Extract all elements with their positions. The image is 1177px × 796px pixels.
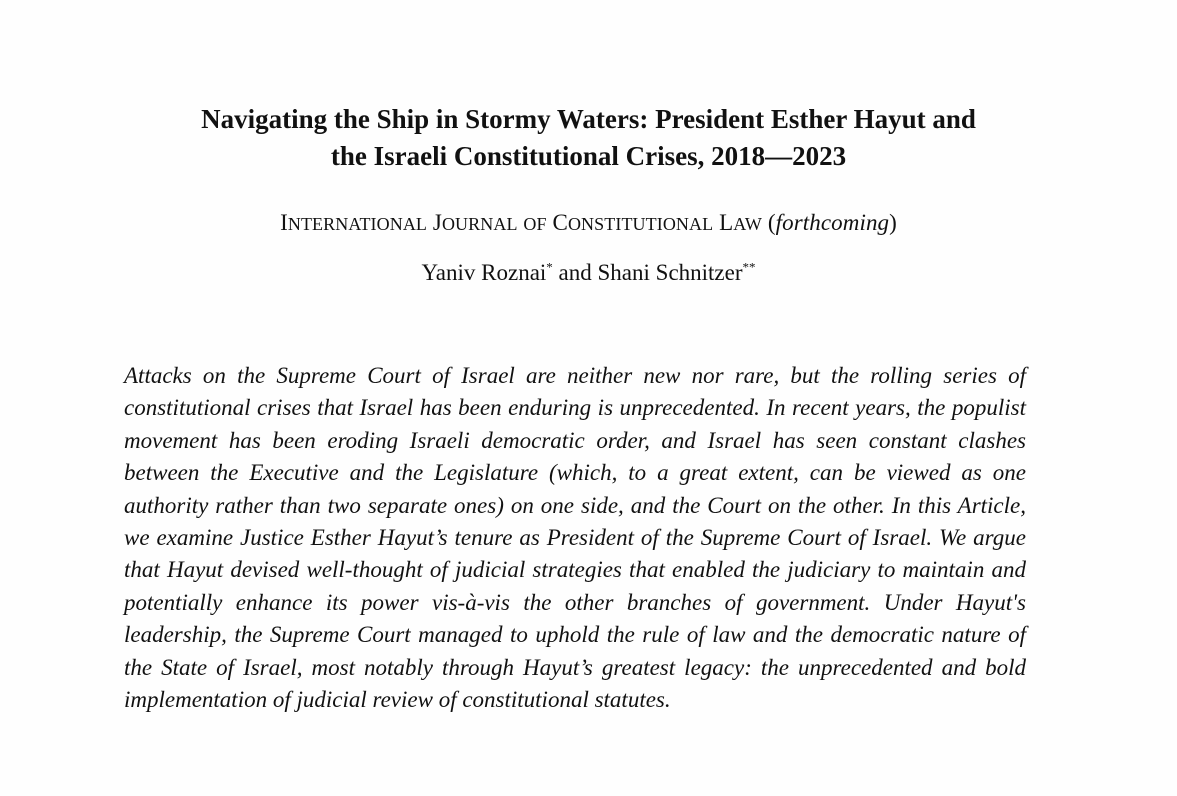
footnote-marker: * bbox=[546, 259, 553, 275]
publication-status: forthcoming bbox=[775, 210, 890, 235]
author-name: Yaniv Roznai bbox=[421, 260, 547, 285]
author-conjunction: and bbox=[558, 260, 592, 285]
journal-text: J bbox=[432, 210, 442, 235]
abstract-paragraph: Attacks on the Supreme Court of Israel are neither new nor rare, but the rolling series of constitutional crises that Israel has been enduring is unprecedented. In recent years, the populist movement has been eroding Israeli democratic order, and Israel has seen constant clashes between the Executive and the Legislature (which, to a great extent, can be viewed as one authority rather than two separate ones) on one side, and the Court on the other. In this Article, we examine Justice Esther Hayut’s tenure as President of the Supreme Court of Israel. We argue that Hayut devised well-thought of judicial strategies that enabled the judiciary to maintain and potentially enhance its power vis-à-vis the other branches of government. Under Hayut's leadership, the Supreme Court managed to uphold the rule of law and the democratic nature of the State of Israel, most notably through Hayut’s greatest legacy: the unprecedented and bold implementation of judicial review of constitutional statutes. bbox=[124, 363, 1026, 713]
author-line bbox=[60, 258, 1117, 288]
journal-text: C bbox=[552, 210, 568, 235]
journal-text: NTERNATIONAL bbox=[287, 214, 428, 234]
journal-line: INTERNATIONAL JOURNAL OF CONSTITUTIONAL LAW (forthcoming) bbox=[280, 210, 897, 235]
journal-text: L bbox=[719, 210, 734, 235]
title-line-1: Navigating the Ship in Stormy Waters: President Esther Hayut and bbox=[201, 104, 976, 134]
footnote-marker: ** bbox=[742, 259, 756, 275]
journal-text: AW bbox=[733, 214, 762, 234]
journal-text: I bbox=[280, 210, 288, 235]
title-line-2: the Israeli Constitutional Crises, 2018—2023 bbox=[330, 141, 847, 171]
paper-title bbox=[60, 101, 1117, 175]
journal-text: ONSTITUTIONAL bbox=[567, 214, 714, 234]
journal-text: OF bbox=[523, 214, 547, 234]
author-name: Shani Schnitzer bbox=[597, 260, 743, 285]
journal-text: OURNAL bbox=[441, 214, 518, 234]
